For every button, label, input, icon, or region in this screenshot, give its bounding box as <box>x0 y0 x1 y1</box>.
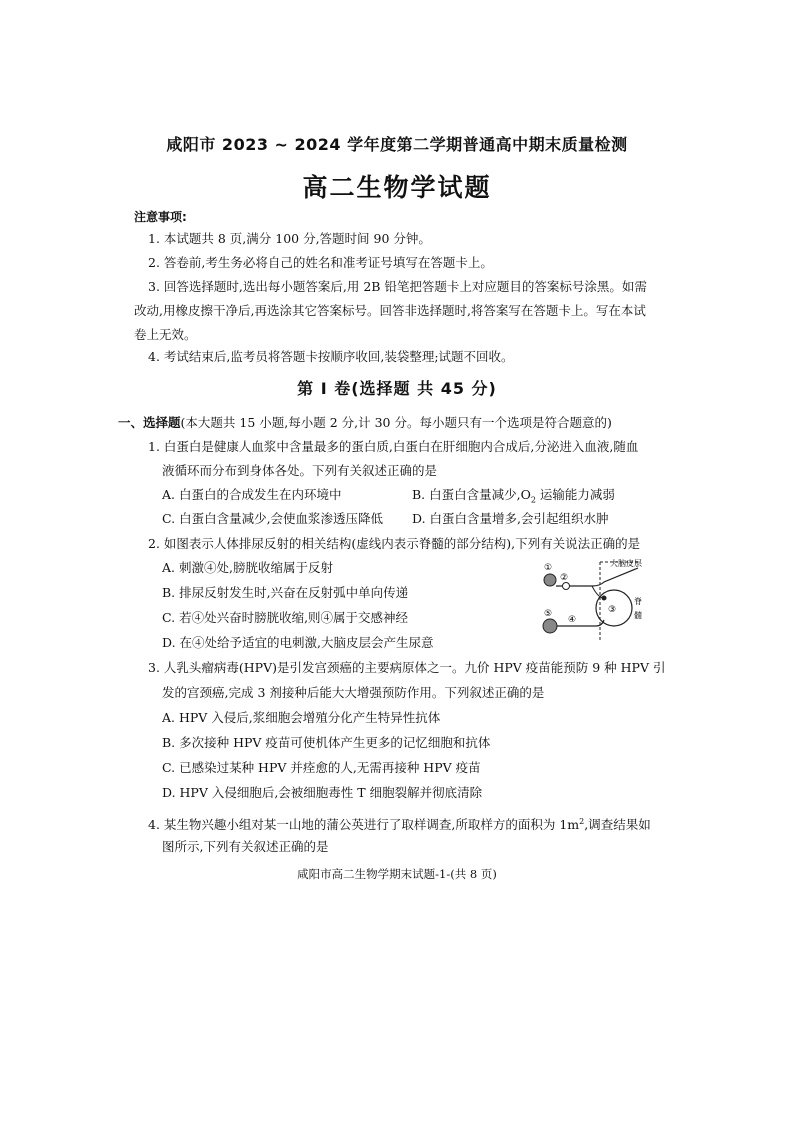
q1-option-b-text-end: 运输能力减弱 <box>535 487 615 502</box>
effector-node <box>543 619 557 633</box>
q2-stem: 2. 如图表示人体排尿反射的相关结构(虚线内表示脊髓的部分结构),下列有关说法正确的是 <box>148 536 641 551</box>
exam-title: 高二生物学试题 <box>302 173 492 202</box>
part-description: (本大题共 15 小题,每小题 2 分,计 30 分。每小题只有一个选项是符合题意的) <box>180 415 612 430</box>
part-label: 一、选择题 <box>118 415 181 430</box>
notice-item-3: 3. 回答选择题时,选出每小题答案后,用 2B 铅笔把答题卡上对应题目的答案标号涂黑。如需 <box>148 279 647 294</box>
q4-stem-line1 <box>148 813 651 834</box>
label-2: ② <box>560 573 569 583</box>
exam-header: 咸阳市 2023 ~ 2024 学年度第二学期普通高中期末质量检测 <box>166 135 628 154</box>
q1-option-d: D. 白蛋白含量增多,会引起组织水肿 <box>412 511 609 526</box>
label-3: ③ <box>608 605 617 615</box>
q3-option-b: B. 多次接种 HPV 疫苗可使机体产生更多的记忆细胞和抗体 <box>162 735 491 750</box>
notice-heading: 注意事项: <box>134 210 187 224</box>
q3-option-a: A. HPV 入侵后,浆细胞会增殖分化产生特异性抗体 <box>162 710 441 725</box>
label-1: ① <box>544 563 553 573</box>
q1-option-a: A. 白蛋白的合成发生在内环境中 <box>162 487 342 502</box>
q2-option-d: D. 在④处给予适宜的电刺激,大脑皮层会产生尿意 <box>162 635 434 650</box>
connector-path <box>592 586 604 598</box>
q3-stem-line2: 发的宫颈癌,完成 3 剂接种后能大大增强预防作用。下列叙述正确的是 <box>162 685 545 700</box>
label-5: ⑤ <box>544 609 553 619</box>
label-cortex: 大脑皮层 <box>610 559 642 568</box>
q3-stem-line1: 3. 人乳头瘤病毒(HPV)是引发宫颈癌的主要病原体之一。九价 HPV 疫苗能预防 9 种 HPV 引 <box>148 660 666 675</box>
label-spinal-2: 髓 <box>634 611 642 620</box>
reflex-arc-diagram <box>538 558 648 644</box>
q1-option-b-subscript: 2 <box>530 495 536 505</box>
q1-stem-line1: 1. 白蛋白是健康人血浆中含量最多的蛋白质,白蛋白在肝细胞内合成后,分泌进入血液,随血 <box>148 439 639 454</box>
notice-item-2: 2. 答卷前,考生务必将自己的姓名和准考证号填写在答题卡上。 <box>148 255 493 270</box>
section-title: 第 Ⅰ 卷(选择题 共 45 分) <box>297 379 497 398</box>
q2-option-c: C. 若④处兴奋时膀胱收缩,则④属于交感神经 <box>162 610 409 625</box>
q4-stem-superscript: 2 <box>579 817 585 826</box>
label-spinal-1: 脊 <box>634 597 642 606</box>
part-heading <box>118 414 612 432</box>
ganglion-node <box>563 583 570 590</box>
q1-option-b-text: B. 白蛋白含量减少,O <box>412 487 531 502</box>
notice-item-3-cont2: 卷上无效。 <box>134 327 197 342</box>
q1-option-c: C. 白蛋白含量减少,会使血浆渗透压降低 <box>162 511 384 526</box>
q1-option-b <box>412 486 615 510</box>
receptor-node <box>544 574 556 586</box>
label-4: ④ <box>568 615 577 625</box>
lower-nerve-path <box>556 620 604 626</box>
q2-option-a: A. 刺激④处,膀胱收缩属于反射 <box>162 560 333 575</box>
q3-option-c: C. 已感染过某种 HPV 并痊愈的人,无需再接种 HPV 疫苗 <box>162 760 481 775</box>
notice-item-3-cont1: 改动,用橡皮擦干净后,再选涂其它答案标号。回答非选择题时,将答案写在答题卡上。写在本试 <box>134 303 646 318</box>
q1-stem-line2: 液循环而分布到身体各处。下列有关叙述正确的是 <box>162 463 438 478</box>
q4-stem-line2: 图所示,下列有关叙述正确的是 <box>162 839 329 854</box>
notice-item-1: 1. 本试题共 8 页,满分 100 分,答题时间 90 分钟。 <box>148 231 431 246</box>
page-footer: 咸阳市高二生物学期末试题-1-(共 8 页) <box>297 867 497 881</box>
q3-option-d: D. HPV 入侵细胞后,会被细胞毒性 T 细胞裂解并彻底清除 <box>162 785 483 800</box>
q4-stem-text: 4. 某生物兴趣小组对某一山地的蒲公英进行了取样调查,所取样方的面积为 1m <box>148 817 580 833</box>
notice-item-4: 4. 考试结束后,监考员将答题卡按顺序收回,装袋整理;试题不回收。 <box>148 349 514 364</box>
q4-stem-text-end: ,调查结果如 <box>584 817 651 833</box>
synapse-node <box>602 596 607 601</box>
q2-option-b: B. 排尿反射发生时,兴奋在反射弧中单向传递 <box>162 585 409 600</box>
